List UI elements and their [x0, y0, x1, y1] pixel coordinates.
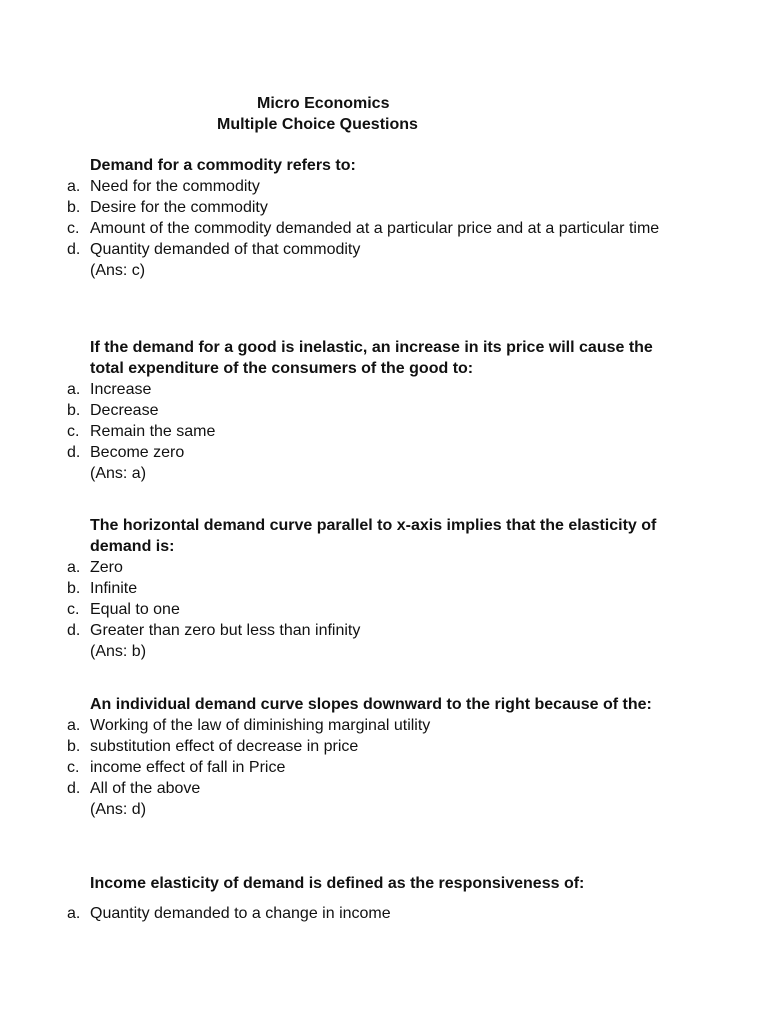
- question-3-option-d: [0, 620, 768, 641]
- question-2: [0, 337, 768, 484]
- question-4-option-a: [0, 715, 768, 736]
- option-text: Amount of the commodity demanded at a particular price and at a particular time: [90, 220, 660, 237]
- option-text: Increase: [90, 381, 152, 398]
- option-text: Working of the law of diminishing marginal utility: [90, 717, 431, 734]
- option-text: Infinite: [90, 580, 138, 597]
- option-letter: c.: [67, 220, 80, 237]
- question-3-option-b: [0, 578, 768, 599]
- option-text: Quantity demanded of that commodity: [90, 241, 361, 258]
- option-letter: d.: [67, 780, 81, 797]
- option-text: Become zero: [90, 444, 185, 461]
- question-2-answer: (Ans: a): [90, 465, 147, 482]
- option-text: Remain the same: [90, 423, 216, 440]
- question-5-stem: Income elasticity of demand is defined as the responsiveness of:: [90, 875, 585, 892]
- question-1-option-c: [0, 218, 768, 239]
- question-1: [0, 155, 768, 281]
- option-text: All of the above: [90, 780, 201, 797]
- question-1-stem: Demand for a commodity refers to:: [90, 157, 356, 174]
- option-letter: b.: [67, 199, 81, 216]
- question-2-option-a: [0, 379, 768, 400]
- question-1-option-b: [0, 197, 768, 218]
- question-1-option-a: [0, 176, 768, 197]
- question-3-option-a: [0, 557, 768, 578]
- question-5: [0, 873, 768, 924]
- option-letter: d.: [67, 444, 81, 461]
- question-1-answer: (Ans: c): [90, 262, 146, 279]
- question-2-option-c: [0, 421, 768, 442]
- question-3-option-c: [0, 599, 768, 620]
- question-1-option-d: [0, 239, 768, 260]
- question-3: [0, 515, 768, 662]
- question-3-stem: The horizontal demand curve parallel to x-axis implies that the elasticity of demand is:: [90, 517, 657, 555]
- option-letter: a.: [67, 381, 81, 398]
- option-letter: a.: [67, 178, 81, 195]
- option-letter: a.: [67, 559, 81, 576]
- option-text: Desire for the commodity: [90, 199, 268, 216]
- option-letter: c.: [67, 601, 80, 618]
- option-letter: d.: [67, 241, 81, 258]
- option-text: Decrease: [90, 402, 159, 419]
- question-2-stem: If the demand for a good is inelastic, an increase in its price will cause the total expenditure of the consumers of the good to:: [90, 339, 653, 377]
- option-letter: a.: [67, 905, 81, 922]
- question-5-option-a: [0, 903, 768, 924]
- question-2-option-d: [0, 442, 768, 463]
- question-4: [0, 694, 768, 820]
- question-4-answer: (Ans: d): [90, 801, 147, 818]
- question-2-option-b: [0, 400, 768, 421]
- option-letter: d.: [67, 622, 81, 639]
- option-letter: c.: [67, 759, 80, 776]
- question-4-option-d: [0, 778, 768, 799]
- option-letter: b.: [67, 402, 81, 419]
- document-title: Micro Economics: [257, 95, 390, 112]
- question-4-stem: An individual demand curve slopes downward to the right because of the:: [90, 696, 652, 713]
- option-text: income effect of fall in Price: [90, 759, 286, 776]
- option-text: Equal to one: [90, 601, 180, 618]
- option-letter: a.: [67, 717, 81, 734]
- document-subtitle: Multiple Choice Questions: [217, 116, 418, 133]
- spacer: [0, 894, 768, 899]
- option-text: Greater than zero but less than infinity: [90, 622, 361, 639]
- option-text: substitution effect of decrease in price: [90, 738, 359, 755]
- option-text: Need for the commodity: [90, 178, 260, 195]
- option-text: Quantity demanded to a change in income: [90, 905, 391, 922]
- option-letter: b.: [67, 738, 81, 755]
- option-letter: b.: [67, 580, 81, 597]
- question-3-answer: (Ans: b): [90, 643, 147, 660]
- question-4-option-c: [0, 757, 768, 778]
- option-text: Zero: [90, 559, 123, 576]
- option-letter: c.: [67, 423, 80, 440]
- question-4-option-b: [0, 736, 768, 757]
